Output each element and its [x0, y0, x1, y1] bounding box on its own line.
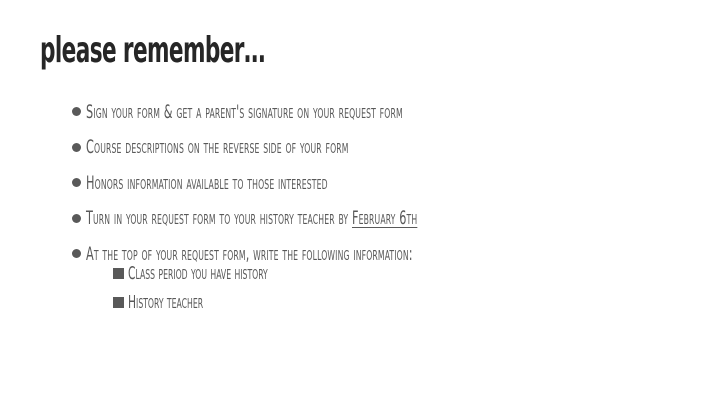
slide-title: please remember…: [40, 30, 265, 71]
square-bullet-icon: [113, 297, 124, 308]
square-bullet-icon: [113, 268, 124, 279]
bullet-text-main: Turn in your request form to your history teacher by: [86, 207, 352, 230]
bullet-text: At the top of your request form, write the following information:: [86, 242, 413, 265]
bullet-item-honors-information: [72, 165, 588, 201]
sub-bullet-item-class-period: [113, 259, 340, 288]
bullet-text: [86, 207, 417, 229]
bullet-text: Honors information available to those interested: [86, 171, 328, 194]
bullet-list: [72, 94, 588, 272]
bullet-dot-icon: [72, 143, 81, 152]
bullet-item-course-descriptions: [72, 130, 588, 166]
bullet-item-turn-in-form: [72, 201, 588, 237]
sub-bullet-list: [113, 259, 340, 317]
deadline-date: February 6th: [351, 207, 418, 230]
bullet-dot-icon: [72, 178, 81, 187]
bullet-dot-icon: [72, 107, 81, 116]
bullet-text: Course descriptions on the reverse side of your form: [86, 136, 349, 159]
sub-bullet-item-history-teacher: [113, 288, 340, 317]
sub-bullet-text: Class period you have history: [128, 263, 268, 284]
bullet-text: Sign your form & get a parent's signature on your request form: [86, 100, 403, 123]
bullet-item-sign-form: [72, 94, 588, 130]
sub-bullet-text: History teacher: [128, 292, 204, 313]
bullet-dot-icon: [72, 249, 81, 258]
bullet-dot-icon: [72, 214, 81, 223]
